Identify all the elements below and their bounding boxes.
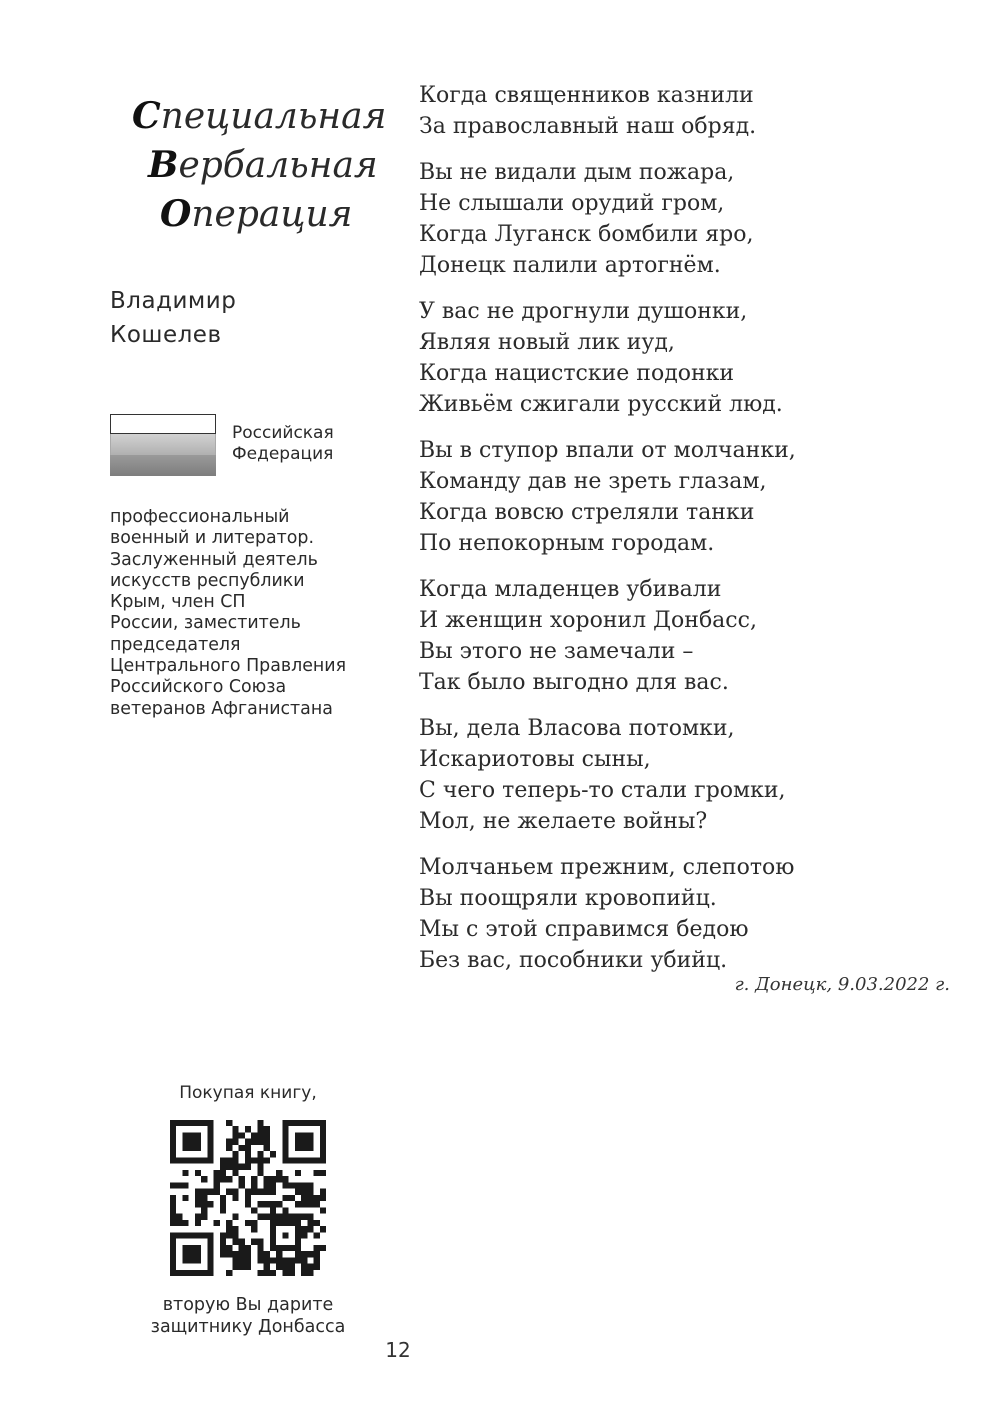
- poem-verse-line: Когда Луганск бомбили яро,: [419, 222, 754, 247]
- poem-verse-line: Когда вовсю стреляли танки: [419, 500, 755, 525]
- poem-verse-line: Вы, дела Власова потомки,: [419, 716, 735, 741]
- poem-verse-line: Так было выгодно для вас.: [419, 670, 729, 695]
- country-label: [232, 423, 334, 465]
- title-initial: О: [160, 193, 192, 235]
- poem-verse-line: Вы не видали дым пожара,: [419, 160, 735, 185]
- qr-code-icon[interactable]: [170, 1120, 326, 1276]
- poem-verse-line: Вы этого не замечали –: [419, 639, 694, 664]
- bio-line: Российского Союза: [110, 677, 287, 698]
- promo-text-bottom: [110, 1294, 386, 1338]
- author-first-name: Владимир: [110, 288, 237, 314]
- bio-line: ветеранов Афганистана: [110, 698, 333, 719]
- poem-stanza: [419, 80, 839, 142]
- title-word: перация: [191, 194, 353, 235]
- title-word: ербальная: [178, 145, 378, 186]
- author-bio: [110, 507, 395, 720]
- bio-line: Центрального Правления: [110, 656, 347, 677]
- country-line: Российская: [232, 423, 334, 443]
- flag-stripe-white: [110, 414, 216, 434]
- flag-stripe-blue: [110, 434, 216, 455]
- promo-text-top: Покупая книгу,: [179, 1083, 317, 1103]
- poem-signature: г. Донецк, 9.03.2022 г.: [734, 974, 950, 995]
- flag-stripe-red: [110, 455, 216, 476]
- poem-stanza: [419, 852, 839, 976]
- title-line: [110, 92, 387, 141]
- promo-line: вторую Вы дарите: [162, 1295, 334, 1315]
- poem-verse-line: Не слышали орудий гром,: [419, 191, 725, 216]
- poem-verse-line: Когда нацистские подонки: [419, 361, 735, 386]
- bio-line: искусств республики: [110, 570, 305, 591]
- bio-line: профессиональный: [110, 507, 290, 527]
- poem-verse-line: Мы с этой справимся бедою: [419, 917, 749, 942]
- title-initial: В: [148, 144, 179, 186]
- poem-stanza: [419, 157, 839, 281]
- poem-verse-line: Без вас, пособники убийц.: [419, 948, 728, 973]
- poem-verse-line: С чего теперь-то стали громки,: [419, 778, 786, 803]
- bio-line: военный и литератор.: [110, 528, 315, 549]
- poem-verse-line: Донецк палили артогнём.: [419, 253, 721, 278]
- title-initial: С: [132, 95, 161, 137]
- bio-line: Крым, член СП: [110, 592, 246, 613]
- poem-body: [419, 80, 839, 976]
- poem-verse-line: У вас не дрогнули душонки,: [419, 299, 748, 324]
- bio-line: председателя: [110, 634, 241, 655]
- poem-verse-line: Живьём сжигали русский люд.: [419, 392, 783, 417]
- poem-verse-line: Являя новый лик иуд,: [419, 330, 675, 355]
- title-word: пециальная: [160, 96, 387, 137]
- poem-verse-line: Команду дав не зреть глазам,: [419, 469, 767, 494]
- bio-line: России, заместитель: [110, 613, 301, 634]
- poem-stanza: [419, 574, 839, 698]
- poem-stanza: [419, 296, 839, 420]
- poem-verse-line: Когда священников казнили: [419, 83, 754, 108]
- page-number: 12: [385, 1338, 411, 1362]
- poem-title: [110, 92, 387, 239]
- title-line: [110, 190, 380, 239]
- poem-verse-line: Искариотовы сыны,: [419, 747, 651, 772]
- poem-verse-line: За православный наш обряд.: [419, 114, 757, 139]
- poem-verse-line: И женщин хоронил Донбасс,: [419, 608, 757, 633]
- poem-verse-line: Вы в ступор впали от молчанки,: [419, 438, 796, 463]
- poem-stanza: [419, 435, 839, 559]
- promo-line: защитнику Донбасса: [150, 1317, 346, 1337]
- poem-verse-line: По непокорным городам.: [419, 531, 715, 556]
- bio-line: Заслуженный деятель: [110, 549, 318, 570]
- poem-verse-line: Мол, не желаете войны?: [419, 809, 708, 834]
- poem-verse-line: Вы поощряли кровопийц.: [419, 886, 717, 911]
- russian-flag-icon: [110, 414, 216, 476]
- title-line: [110, 141, 380, 190]
- poem-verse-line: Молчаньем прежним, слепотою: [419, 855, 795, 880]
- country-line: Федерация: [232, 444, 334, 464]
- poem-stanza: [419, 713, 839, 837]
- poem-verse-line: Когда младенцев убивали: [419, 577, 722, 602]
- author-last-name: Кошелев: [110, 322, 222, 348]
- author-name: [110, 284, 236, 352]
